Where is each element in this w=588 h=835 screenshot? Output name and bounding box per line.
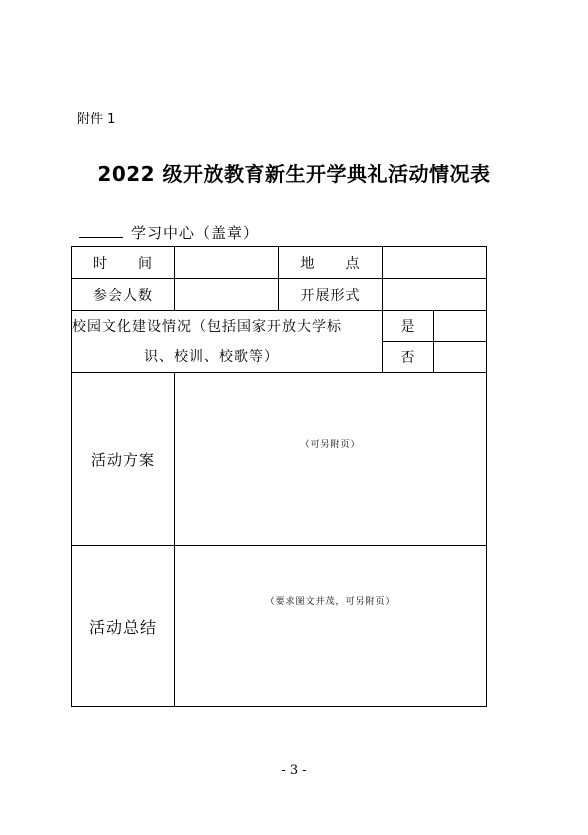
- activity-summary-note: （要求图文并茂，可另附页）: [265, 597, 396, 607]
- activity-summary-label: 活动总结: [72, 546, 175, 707]
- activity-plan-label: 活动方案: [72, 373, 175, 546]
- learning-center-line: [79, 222, 259, 243]
- page-number: - 3 -: [281, 763, 307, 778]
- yes-label: 是: [383, 311, 434, 342]
- center-name-blank[interactable]: [79, 223, 123, 238]
- campus-culture-label: [72, 311, 383, 373]
- learning-center-label: 学习中心（盖章）: [131, 224, 260, 242]
- time-value-cell[interactable]: [175, 247, 279, 279]
- attachment-label: 附件 1: [77, 112, 116, 127]
- format-label: 开展形式: [279, 279, 383, 311]
- format-value-cell[interactable]: [383, 279, 487, 311]
- activity-plan-cell[interactable]: [175, 373, 487, 546]
- participants-label: 参会人数: [72, 279, 175, 311]
- activity-plan-note: （可另附页）: [300, 440, 361, 450]
- yes-value-cell[interactable]: [434, 311, 487, 342]
- no-label: 否: [383, 342, 434, 373]
- page-title: 2022 级开放教育新生开学典礼活动情况表: [97, 162, 491, 186]
- activity-form-table: [71, 246, 487, 707]
- campus-culture-line-2: 识、校训、校歌等）: [144, 348, 279, 365]
- location-value-cell[interactable]: [383, 247, 487, 279]
- time-label: 时 间: [72, 247, 175, 279]
- activity-summary-cell[interactable]: [175, 546, 487, 707]
- participants-value-cell[interactable]: [175, 279, 279, 311]
- campus-culture-line-1: 校园文化建设情况（包括国家开放大学标: [72, 318, 342, 335]
- no-value-cell[interactable]: [434, 342, 487, 373]
- location-label: 地 点: [279, 247, 383, 279]
